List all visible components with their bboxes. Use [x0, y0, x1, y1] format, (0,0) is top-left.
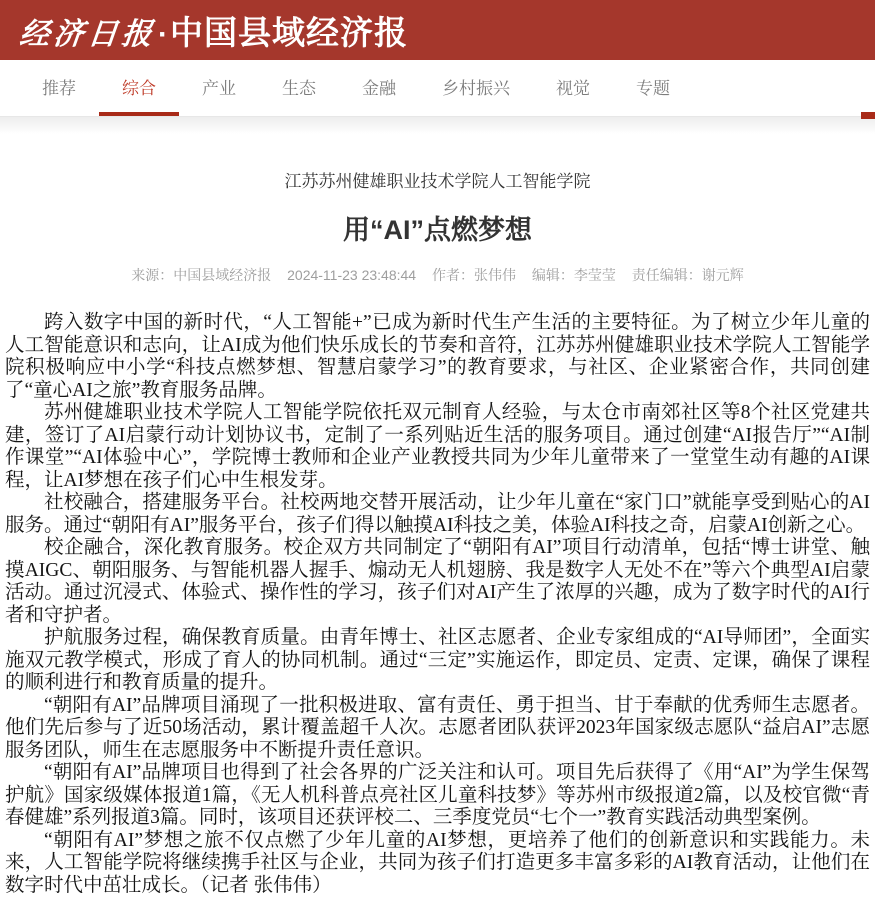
article-paragraph: 校企融合，深化教育服务。校企双方共同制定了“朝阳有AI”项目行动清单，包括“博士讲堂、触摸AIGC、朝阳服务、与智能机器人握手、煽动无人机翅膀、我是数字人无处不在”等六个典型AI启蒙活动。通过沉浸式、体验式、操作性的学习，孩子们对AI产生了浓厚的兴趣，成为了数字时代的AI行者和守护者。	[5, 537, 870, 627]
article-meta	[5, 265, 870, 285]
nav-tab[interactable]: 综合	[99, 60, 179, 116]
nav-tab[interactable]: 专题	[613, 60, 693, 116]
article	[0, 167, 875, 897]
nav-shadow-divider	[0, 117, 875, 134]
meta-author: 作者：张伟伟	[432, 267, 516, 283]
article-paragraph: “朝阳有AI”梦想之旅不仅点燃了少年儿童的AI梦想，更培养了他们的创新意识和实践能力。未来，人工智能学院将继续携手社区与企业，共同为孩子们打造更多丰富多彩的AI教育活动，让他们在数字时代中茁壮成长。（记者 张伟伟）	[5, 830, 870, 897]
site-header	[0, 0, 875, 60]
logo-masthead-text: 经济日报	[18, 9, 159, 53]
article-paragraph: “朝阳有AI”品牌项目涌现了一批积极进取、富有责任、勇于担当、甘于奉献的优秀师生志愿者。他们先后参与了近50场活动，累计覆盖超千人次。志愿者团队获评2023年国家级志愿队“益启AI”志愿服务团队，师生在志愿服务中不断提升责任意识。	[5, 695, 870, 763]
nav-tab[interactable]: 推荐	[19, 60, 99, 116]
nav-tab[interactable]: 生态	[259, 60, 339, 116]
article-kicker: 江苏苏州健雄职业技术学院人工智能学院	[5, 167, 870, 192]
nav-tab[interactable]: 视觉	[533, 60, 613, 116]
main-nav	[0, 60, 875, 117]
article-body	[5, 312, 870, 897]
article-paragraph: “朝阳有AI”品牌项目也得到了社会各界的广泛关注和认可。项目先后获得了《用“AI”为学生保驾护航》国家级媒体报道1篇，《无人机科普点亮社区儿童科技梦》等苏州市级报道2篇，以及校官微“青春健雄”系列报道3篇。同时，该项目还获评校二、三季度党员“七个一”教育实践活动典型案例。	[5, 762, 870, 830]
meta-datetime: 2024-11-23 23:48:44	[287, 267, 416, 283]
meta-editor: 编辑：李莹莹	[532, 267, 616, 283]
article-paragraph: 社校融合，搭建服务平台。社校两地交替开展活动，让少年儿童在“家门口”就能享受到贴心的AI服务。通过“朝阳有AI”服务平台，孩子们得以触摸AI科技之美，体验AI科技之奇，启蒙AI创新之心。	[5, 492, 870, 537]
edge-red-marker	[861, 112, 875, 119]
nav-tab[interactable]: 乡村振兴	[419, 60, 533, 116]
meta-source: 来源：中国县域经济报	[131, 267, 271, 283]
nav-tab[interactable]: 金融	[339, 60, 419, 116]
meta-chief-editor: 责任编辑：谢元辉	[632, 267, 744, 283]
logo-site-name: 中国县域经济报	[170, 7, 408, 54]
article-paragraph: 护航服务过程，确保教育质量。由青年博士、社区志愿者、企业专家组成的“AI导师团”，全面实施双元教学模式，形成了育人的协同机制。通过“三定”实施运作，即定员、定责、定课，确保了课程的顺利进行和教育质量的提升。	[5, 627, 870, 695]
article-paragraph: 苏州健雄职业技术学院人工智能学院依托双元制育人经验，与太仓市南郊社区等8个社区党建共建，签订了AI启蒙行动计划协议书，定制了一系列贴近生活的服务项目。通过创建“AI报告厅”“AI制作课堂”“AI体验中心”，学院博士教师和企业产业教授共同为少年儿童带来了一堂堂生动有趣的AI课程，让AI梦想在孩子们心中生根发芽。	[5, 402, 870, 492]
site-logo[interactable]	[20, 7, 408, 54]
nav-tab[interactable]: 产业	[179, 60, 259, 116]
article-title: 用“AI”点燃梦想	[5, 208, 870, 247]
logo-dot: ·	[158, 18, 168, 52]
article-paragraph: 跨入数字中国的新时代，“人工智能+”已成为新时代生产生活的主要特征。为了树立少年儿童的人工智能意识和志向，让AI成为他们快乐成长的节奏和音符，江苏苏州健雄职业技术学院人工智能学院积极响应中小学“科技点燃梦想、智慧启蒙学习”的教育要求，与社区、企业紧密合作，共同创建了“童心AI之旅”教育服务品牌。	[5, 312, 870, 402]
